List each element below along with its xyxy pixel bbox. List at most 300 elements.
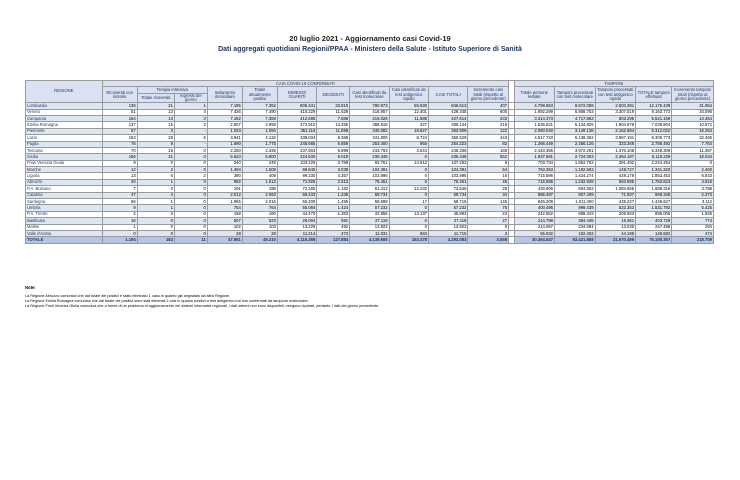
region-name: Liguria <box>26 173 103 179</box>
region-name: Puglia <box>26 141 103 147</box>
region-name: Piemonte <box>26 128 103 134</box>
table-cell: 21 <box>137 103 174 109</box>
table-cell: 372.910 <box>277 122 316 128</box>
header-col: Isolamento domiciliare <box>207 87 242 103</box>
table-cell: 0 <box>174 192 207 198</box>
table-cell: 30.364.547 <box>514 237 555 243</box>
table-cell: 1.892.299 <box>514 109 555 115</box>
table-cell: 2.273 <box>672 192 714 198</box>
table-cell: 82 <box>468 141 509 147</box>
table-cell: 15 <box>137 147 174 153</box>
table-cell: 27.118 <box>350 218 389 224</box>
table-cell: 1.775 <box>242 141 277 147</box>
table-cell: 1.783.623 <box>636 179 672 185</box>
table-cell: 236.348 <box>428 154 467 160</box>
table-cell: 103.225 <box>277 160 316 166</box>
table-cell: 61.313 <box>350 186 389 192</box>
table-cell: 1.853.453 <box>636 173 672 179</box>
table-cell: 3.972.201 <box>555 147 596 153</box>
table-cell: 21 <box>137 154 174 160</box>
table-cell: 2.807 <box>207 122 242 128</box>
table-cell: 763.353 <box>514 167 555 173</box>
table-cell: 1.094 <box>242 128 277 134</box>
notes-heading: Note: <box>25 285 36 290</box>
total-row <box>26 237 714 243</box>
table-cell: 3 <box>174 122 207 128</box>
table-cell: 443 <box>468 135 509 141</box>
table-cell: 206.563 <box>595 211 636 217</box>
table-cell: 400.495 <box>514 205 555 211</box>
note-line: La Regione Abruzzo comunica che dal totale dei positivi è stato eliminato 1 caso in quanto già segnalato da altra Regione. <box>25 294 231 298</box>
covid-data-table <box>25 80 714 244</box>
region-name: Umbria <box>26 205 103 211</box>
table-cell: 12.175.439 <box>636 103 672 109</box>
table-cell: 1.955 <box>207 199 242 205</box>
table-cell: 846.209 <box>514 199 555 205</box>
table-cell: 0 <box>389 218 428 224</box>
table-cell: 3 <box>468 231 509 237</box>
table-cell: 0 <box>174 218 207 224</box>
table-cell: 1.904.979 <box>595 122 636 128</box>
table-cell: 407 <box>468 103 509 109</box>
table-cell: 21.670.499 <box>595 237 636 243</box>
table-cell: 1.232.928 <box>555 179 596 185</box>
table-cell: 240 <box>207 160 242 166</box>
table-cell: 992 <box>207 179 242 185</box>
region-name: Lazio <box>26 135 103 141</box>
table-cell: 294 <box>672 224 714 230</box>
table-cell: 11.629 <box>317 109 350 115</box>
table-cell: 4.717.863 <box>555 115 596 121</box>
table-cell: 47 <box>102 192 137 198</box>
header-col: Incremento casi totali (rispetto al giorno precedente) <box>468 87 509 103</box>
table-cell: 429.179 <box>595 173 636 179</box>
table-cell: 13 <box>102 173 137 179</box>
table-cell: 9 <box>468 160 509 166</box>
table-cell: 3.789 <box>317 160 350 166</box>
table-cell: 55.209 <box>277 199 316 205</box>
table-cell: 4.357 <box>317 173 350 179</box>
table-cell: 333.366 <box>595 141 636 147</box>
table-cell: 969.346 <box>636 192 672 198</box>
table-cell: 49.310 <box>242 237 277 243</box>
table-cell: 104.391 <box>428 167 467 173</box>
table-cell: 5.623 <box>207 154 242 160</box>
table-cell: 427.614 <box>428 115 467 121</box>
table-cell: 2.789.492 <box>636 141 672 147</box>
table-cell: 7.568 <box>317 115 350 121</box>
table-cell: 9 <box>102 160 137 166</box>
table-cell: 3.544 <box>389 147 428 153</box>
table-cell: 102.402 <box>555 231 596 237</box>
table-cell: 69.734 <box>428 192 467 198</box>
table-cell: 3 <box>174 115 207 121</box>
table-cell: 803.295 <box>595 115 636 121</box>
table-cell: 102 <box>207 224 242 230</box>
table-cell: 5.856.753 <box>555 109 596 115</box>
table-cell: 233 <box>468 115 509 121</box>
table-cell: 4.115.389 <box>277 237 316 243</box>
table-cell: 13.030 <box>595 224 636 230</box>
table-cell: 20 <box>102 179 137 185</box>
table-cell: 234.094 <box>555 224 596 230</box>
table-cell: 6.933 <box>672 173 714 179</box>
table-cell: 409 <box>242 173 277 179</box>
table-cell: 1.508 <box>242 167 277 173</box>
note-line: La Regione Emilia Romagna comunica che dal totale dei positivi sono stati eliminati 2 casi in quanto positivi a test antigenico ma non confermati da tampone molecolare. <box>25 299 309 303</box>
table-cell: 153 <box>102 135 137 141</box>
table-cell: 999.439 <box>555 205 596 211</box>
header-col: Totale persone testate <box>514 87 555 103</box>
table-cell: 2.244.254 <box>636 160 672 166</box>
header-col: Ricoverati con sintomi <box>102 87 137 103</box>
table-cell: 11.031 <box>350 231 389 237</box>
table-cell: - <box>174 141 207 147</box>
table-cell: 47.951 <box>207 237 242 243</box>
table-cell: 44.196 <box>595 231 636 237</box>
table-cell: 1.376.108 <box>595 147 636 153</box>
table-cell: 5.312.022 <box>636 128 672 134</box>
table-cell: 2 <box>174 173 207 179</box>
table-cell: 28 <box>137 135 174 141</box>
table-cell: 11.588 <box>389 115 428 121</box>
table-cell: 0 <box>389 154 428 160</box>
table-cell: 1.826 <box>672 211 714 217</box>
table-cell: 591 <box>317 218 350 224</box>
table-cell: 507 <box>207 218 242 224</box>
table-cell: 2.394.187 <box>595 154 636 160</box>
table-cell: 103.996 <box>350 173 389 179</box>
table-cell: 0 <box>389 167 428 173</box>
table-cell: 0 <box>174 167 207 173</box>
table-cell: 0 <box>389 179 428 185</box>
table-cell: 75.451 <box>428 179 467 185</box>
table-cell: 435.227 <box>595 199 636 205</box>
table-cell: 0 <box>174 147 207 153</box>
table-cell: 11.214 <box>277 231 316 237</box>
table-cell: 0 <box>174 186 207 192</box>
table-cell: 416.957 <box>350 109 389 115</box>
table-cell: 92.751 <box>350 160 389 166</box>
table-cell: 0 <box>137 218 174 224</box>
table-cell: 28 <box>242 231 277 237</box>
table-cell: 224.530 <box>277 154 316 160</box>
table-cell: 604.653 <box>555 186 596 192</box>
table-cell: 0 <box>137 231 174 237</box>
table-cell: 2.012 <box>207 192 242 198</box>
table-cell: 430.906 <box>514 186 555 192</box>
table-cell: 1.238 <box>317 192 350 198</box>
notes-section <box>25 285 625 309</box>
table-cell: 474 <box>672 231 714 237</box>
table-cell: 388.818 <box>350 122 389 128</box>
table-cell: 158 <box>207 211 242 217</box>
region-name: TOTALE <box>26 237 103 243</box>
table-cell: 57.232 <box>428 205 467 211</box>
table-cell: 1.937.581 <box>514 154 555 160</box>
table-cell: 3 <box>137 128 174 134</box>
table-cell: 1.011.400 <box>555 199 596 205</box>
table-cell: 11.699 <box>317 128 350 134</box>
table-cell: 5.348.309 <box>636 147 672 153</box>
table-cell: 2.460 <box>672 167 714 173</box>
header-col: DIMESSI/ GUARITI <box>277 87 316 103</box>
table-cell: - <box>174 128 207 134</box>
table-cell: 71.925 <box>277 179 316 185</box>
region-name: Emilia-Romagna <box>26 122 103 128</box>
table-cell: 4.517.733 <box>514 135 555 141</box>
table-cell: 7.359 <box>242 115 277 121</box>
table-cell: 7.764 <box>672 141 714 147</box>
table-cell: 1 <box>137 199 174 205</box>
table-cell: 2 <box>102 211 137 217</box>
table-cell: 99.230 <box>277 173 316 179</box>
table-cell: 45 <box>468 179 509 185</box>
table-cell: 2.503.381 <box>595 103 636 109</box>
table-cell: 1 <box>174 103 207 109</box>
table-cell: 11 <box>174 237 207 243</box>
region-name: Lombardia <box>26 103 103 109</box>
table-cell: 76 <box>468 205 509 211</box>
region-name: Veneto <box>26 109 103 115</box>
table-cell: 886.497 <box>514 192 555 198</box>
table-cell: 1.013 <box>242 179 277 185</box>
table-cell: 7.039.804 <box>636 122 672 128</box>
table-cell: 169 <box>468 147 509 153</box>
table-cell: 31.954 <box>672 103 714 109</box>
table-cell: 1.192.593 <box>555 167 596 173</box>
header-col: Casi identificati da test antigenico rapido <box>389 87 428 103</box>
table-cell: 3.558 <box>468 237 509 243</box>
table-cell: 13.265 <box>317 122 350 128</box>
table-cell: 127.884 <box>317 237 350 243</box>
table-cell: 0 <box>174 160 207 166</box>
table-cell: 8.724 <box>389 135 428 141</box>
table-cell: 523 <box>242 218 277 224</box>
table-cell: 764 <box>242 205 277 211</box>
table-cell: 552 <box>468 154 509 160</box>
table-cell: 32.856 <box>350 211 389 217</box>
table-cell: 9.163.772 <box>636 109 672 115</box>
table-cell: 73.545 <box>428 186 467 192</box>
table-cell: 384.445 <box>555 218 596 224</box>
table-cell: 219 <box>468 122 509 128</box>
table-cell: 55.084 <box>277 205 316 211</box>
table-cell: 17 <box>389 199 428 205</box>
table-cell: 5.134.825 <box>555 122 596 128</box>
table-cell: 1.034 <box>207 128 242 134</box>
table-cell: 4 <box>174 109 207 115</box>
table-cell: 0 <box>174 231 207 237</box>
table-cell: 19.361 <box>595 218 636 224</box>
table-cell: 247.486 <box>636 224 672 230</box>
table-cell: 246.336 <box>428 147 467 153</box>
table-cell: 146.592 <box>636 231 672 237</box>
table-cell: 3.314.373 <box>514 115 555 121</box>
table-cell: 341.809 <box>350 135 389 141</box>
table-cell: 1.536.621 <box>514 122 555 128</box>
table-cell: 2.724.053 <box>555 154 596 160</box>
region-name: Valle d'Aosta <box>26 231 103 237</box>
table-cell: 1.194 <box>102 237 137 243</box>
table-cell: 51 <box>102 109 137 115</box>
table-cell: 412.695 <box>277 115 316 121</box>
table-cell: 0 <box>137 160 174 166</box>
table-cell: 805.341 <box>277 103 316 109</box>
table-cell: 13.823 <box>350 224 389 230</box>
table-cell: 5.425 <box>672 205 714 211</box>
region-name: Campania <box>26 115 103 121</box>
table-cell: 12 <box>102 167 137 173</box>
region-name: Calabria <box>26 192 103 198</box>
table-cell: 2.162.884 <box>595 128 636 134</box>
table-cell: 145 <box>468 199 509 205</box>
table-cell: 2.959 <box>242 122 277 128</box>
table-cell: 34 <box>468 192 509 198</box>
group-header-casi: CASI COVID-19 CONFERMATI <box>102 81 508 87</box>
table-cell: 27.118 <box>428 218 467 224</box>
table-cell: 1.182 <box>317 186 350 192</box>
header-regione: REGIONE <box>26 81 103 103</box>
table-cell: 9 <box>102 205 137 211</box>
table-cell: 253.400 <box>350 141 389 147</box>
table-cell: 45.993 <box>428 211 467 217</box>
table-cell: 1.688.318 <box>636 186 672 192</box>
table-cell: 65.932 <box>514 231 555 237</box>
table-cell: 75.100.357 <box>636 237 672 243</box>
table-cell: 27 <box>468 218 509 224</box>
table-cell: 1.494 <box>207 167 242 173</box>
table-cell: 0 <box>137 224 174 230</box>
table-cell: 403.729 <box>636 218 672 224</box>
table-cell: 153.478 <box>389 237 428 243</box>
table-cell: 5.138.362 <box>555 135 596 141</box>
region-name: Friuli Venezia Giulia <box>26 160 103 166</box>
table-cell: 3.307.019 <box>595 109 636 115</box>
table-cell: 12.232 <box>389 186 428 192</box>
table-cell: 3.149.138 <box>555 128 596 134</box>
table-cell: 14.454 <box>672 115 714 121</box>
table-cell: 1.424 <box>317 205 350 211</box>
table-cell: 11.387 <box>672 147 714 153</box>
table-cell: 214.798 <box>514 218 555 224</box>
table-cell: 1.341.320 <box>636 167 672 173</box>
table-cell: 0 <box>174 205 207 211</box>
table-cell: 0 <box>174 211 207 217</box>
table-cell: 1.690 <box>207 141 242 147</box>
table-cell: 1.531.792 <box>636 205 672 211</box>
table-cell: 1.083.665 <box>595 186 636 192</box>
table-cell: 807.409 <box>555 192 596 198</box>
table-cell: 15 <box>137 122 174 128</box>
table-cell: 1.446.627 <box>636 199 672 205</box>
table-cell: 13.228 <box>277 224 316 230</box>
header-col: Totale ricoverati <box>137 93 174 102</box>
header-col: Tamponi processati con test antigenico rapido <box>595 87 636 103</box>
group-header-terapia: Terapia intensiva <box>137 87 207 93</box>
table-cell: 9.672.058 <box>555 103 596 109</box>
table-cell: 7.490 <box>242 109 277 115</box>
table-cell: 0 <box>468 224 509 230</box>
table-cell: 156 <box>102 154 137 160</box>
table-cell: 2.063 <box>242 192 277 198</box>
table-cell: 2.016 <box>242 199 277 205</box>
table-cell: 6.659 <box>317 141 350 147</box>
table-cell: 0 <box>174 179 207 185</box>
region-name: Sicilia <box>26 154 103 160</box>
header-col: DECEDUTI <box>317 87 350 103</box>
table-cell: 103 <box>242 224 277 230</box>
table-cell: 2.443.355 <box>514 147 555 153</box>
table-cell: 184 <box>102 115 137 121</box>
table-cell: 2.060.040 <box>514 128 555 134</box>
header-col: TOTALE tamponi effettuati <box>636 87 672 103</box>
table-cell: 236.348 <box>350 154 389 160</box>
table-cell: 4.798.653 <box>514 103 555 109</box>
table-cell: 790.973 <box>350 103 389 109</box>
table-cell: 3.967.181 <box>595 135 636 141</box>
region-name: P.A. Trento <box>26 211 103 217</box>
region-name: Sardegna <box>26 199 103 205</box>
table-cell: 6 <box>174 135 207 141</box>
table-cell: 13.137 <box>389 211 428 217</box>
table-cell: 2.456.126 <box>555 141 596 147</box>
page-subtitle: Dati aggregati quotidiani Regioni/PPAA - Ministero della Salute - Istituto Superiore di Sanità <box>218 46 522 53</box>
table-cell: 243.793 <box>350 147 389 153</box>
table-cell: 3.038 <box>317 167 350 173</box>
table-cell: 214.067 <box>514 224 555 230</box>
table-cell: 58.716 <box>428 199 467 205</box>
table-cell: 6.899 <box>317 147 350 153</box>
table-cell: 16 <box>102 218 137 224</box>
table-cell: 2.513 <box>317 179 350 185</box>
table-cell: 1 <box>137 205 174 211</box>
table-cell: 846.513 <box>428 103 467 109</box>
table-cell: 416.026 <box>350 115 389 121</box>
header-col: Ingressi del giorno <box>174 93 207 102</box>
table-cell: 3.112 <box>672 199 714 205</box>
table-cell: 242.562 <box>514 211 555 217</box>
table-cell: 955 <box>389 141 428 147</box>
table-cell: 57 <box>102 128 137 134</box>
table-cell: 16 <box>468 173 509 179</box>
table-cell: 34.096 <box>672 109 714 115</box>
table-cell: 163 <box>137 237 174 243</box>
table-cell: 0 <box>389 173 428 179</box>
table-cell: 410.229 <box>277 109 316 115</box>
table-cell: 58.699 <box>350 199 389 205</box>
table-cell: 1.495 <box>317 199 350 205</box>
table-cell: 0 <box>174 154 207 160</box>
table-cell: 5.118.239 <box>636 154 672 160</box>
note-line: La Regione Friuli Venezia Giulia comunica che a fronte di un problema di aggiornamento nei sistemi informativi regionali, i dati odierni non sono disponibili; vengono riportati, pertanto, i dati del giorno precedente. <box>25 304 380 308</box>
table-cell: 0 <box>137 211 174 217</box>
table-cell: 703.734 <box>514 160 555 166</box>
table-cell: 254.323 <box>428 141 467 147</box>
table-cell: 71.937 <box>595 192 636 198</box>
table-cell: 7.162 <box>207 115 242 121</box>
table-cell: 69.734 <box>350 192 389 198</box>
table-cell: 1.852.762 <box>555 160 596 166</box>
table-cell: 473 <box>317 231 350 237</box>
table-cell: 345.082 <box>350 128 389 134</box>
table-cell: 53.421.858 <box>555 237 596 243</box>
table-cell: 391.492 <box>595 160 636 166</box>
table-cell: 0 <box>389 192 428 198</box>
page-title: 20 luglio 2021 - Aggiornamento casi Covid-19 <box>289 34 451 43</box>
table-cell: 11.715 <box>428 231 467 237</box>
region-name: Abruzzo <box>26 179 103 185</box>
